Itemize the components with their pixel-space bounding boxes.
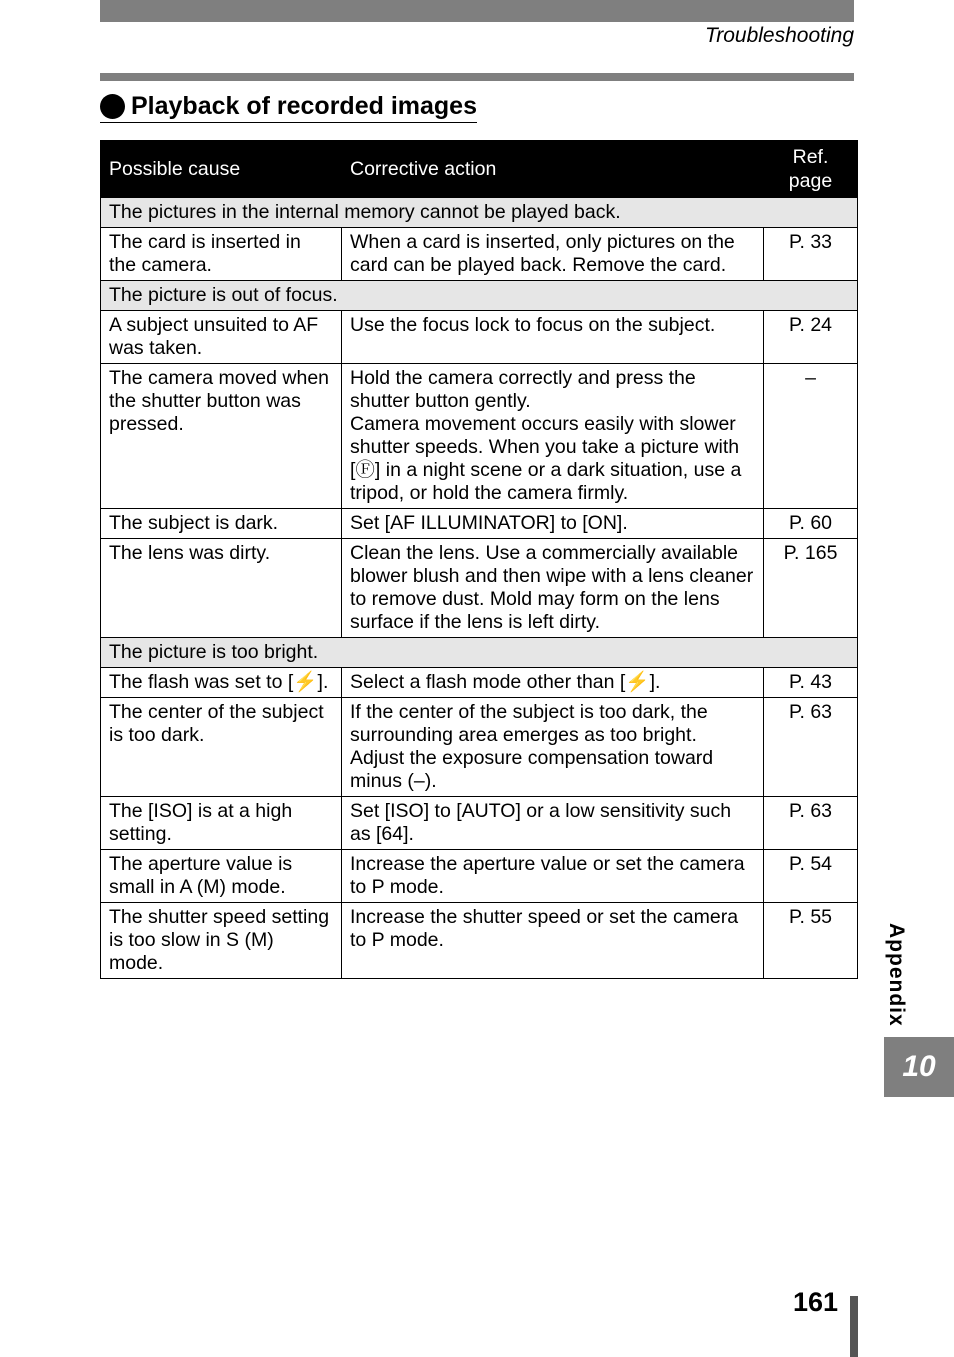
group-label: The pictures in the internal memory cannot be played back. [101,198,858,228]
troubleshooting-table [100,140,858,979]
table-row [101,668,858,698]
ref-cell: P. 55 [764,903,858,979]
group-row [101,638,858,668]
action-cell: Use the focus lock to focus on the subject. [342,311,764,364]
table-row [101,850,858,903]
header-rule [100,73,854,81]
cause-cell: A subject unsuited to AF was taken. [101,311,342,364]
header-action: Corrective action [342,141,764,198]
action-cell: Clean the lens. Use a commercially available blower blush and then wipe with a lens cleaner to remove dust. Mold may form on the lens surface if the lens is left dirty. [342,539,764,638]
action-cell: If the center of the subject is too dark, the surrounding area emerges as too bright. Adjust the exposure compensation toward minus (–). [342,698,764,797]
table-row [101,903,858,979]
top-bar [100,0,854,22]
cause-cell: The camera moved when the shutter button was pressed. [101,364,342,509]
cause-cell: The [ISO] is at a high setting. [101,797,342,850]
bullet-icon [100,94,125,119]
action-cell: Set [AF ILLUMINATOR] to [ON]. [342,509,764,539]
action-cell: Increase the shutter speed or set the camera to P mode. [342,903,764,979]
group-row [101,281,858,311]
ref-cell: P. 63 [764,698,858,797]
ref-cell: P. 165 [764,539,858,638]
table-row [101,797,858,850]
ref-cell: P. 60 [764,509,858,539]
cause-cell: The flash was set to [⚡]. [101,668,342,698]
header-ref: Ref. page [764,141,858,198]
page-bar [850,1296,858,1357]
page-number: 161 [793,1287,839,1317]
section-title [100,92,477,123]
group-row [101,198,858,228]
ref-cell: P. 63 [764,797,858,850]
chapter-tab: 10 [884,1037,954,1097]
table-row [101,698,858,797]
ref-cell: – [764,364,858,509]
action-cell: Set [ISO] to [AUTO] or a low sensitivity such as [64]. [342,797,764,850]
cause-cell: The aperture value is small in A (M) mode. [101,850,342,903]
section-title-text: Playback of recorded images [131,92,477,120]
table-header-row [101,141,858,198]
table-row [101,364,858,509]
ref-cell: P. 43 [764,668,858,698]
cause-cell: The card is inserted in the camera. [101,228,342,281]
action-cell: Hold the camera correctly and press the shutter button gently. Camera movement occurs easily with slower shutter speeds. When you take a picture with [Ⓕ] in a night scene or a dark situation, use a tripod, or hold the camera firmly. [342,364,764,509]
header-cause: Possible cause [101,141,342,198]
group-label: The picture is too bright. [101,638,858,668]
table-row [101,509,858,539]
cause-cell: The shutter speed setting is too slow in S (M) mode. [101,903,342,979]
appendix-side-label: Appendix [885,923,908,1027]
action-cell: Increase the aperture value or set the camera to P mode. [342,850,764,903]
cause-cell: The center of the subject is too dark. [101,698,342,797]
table-row [101,228,858,281]
action-cell: Select a flash mode other than [⚡]. [342,668,764,698]
cause-cell: The subject is dark. [101,509,342,539]
running-header: Troubleshooting [704,24,854,47]
ref-cell: P. 33 [764,228,858,281]
table-row [101,311,858,364]
table-row [101,539,858,638]
action-cell: When a card is inserted, only pictures on the card can be played back. Remove the card. [342,228,764,281]
cause-cell: The lens was dirty. [101,539,342,638]
group-label: The picture is out of focus. [101,281,858,311]
ref-cell: P. 54 [764,850,858,903]
ref-cell: P. 24 [764,311,858,364]
